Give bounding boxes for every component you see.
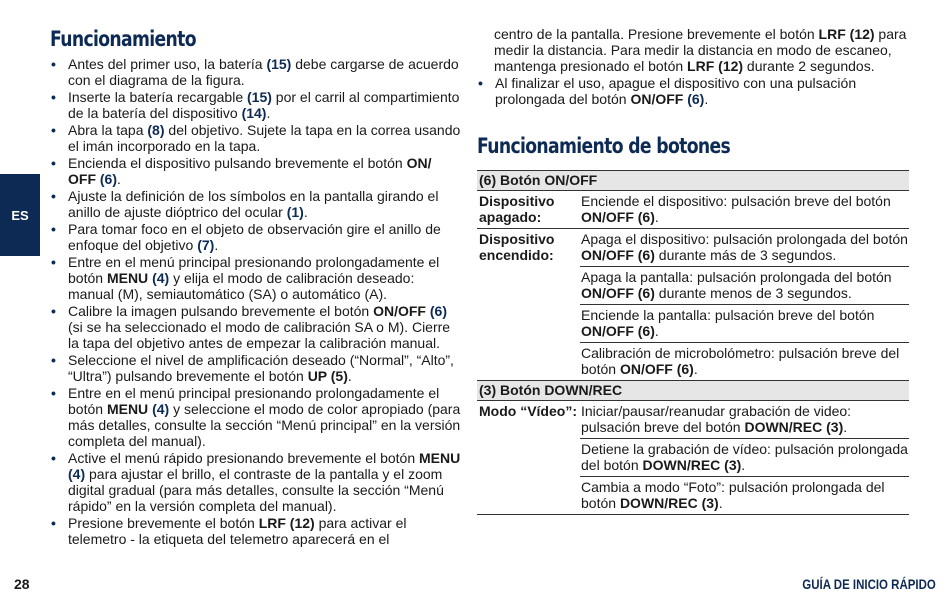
text-run: durante 2 segundos. bbox=[743, 58, 875, 74]
list-item bbox=[50, 385, 462, 449]
operation-bullet-list-continued bbox=[477, 75, 909, 107]
list-item bbox=[50, 254, 462, 302]
list-item bbox=[50, 515, 462, 547]
table-row bbox=[477, 401, 909, 439]
left-column bbox=[50, 56, 462, 548]
table-row bbox=[477, 439, 909, 477]
text-run: . bbox=[718, 495, 723, 511]
button-name: MENU bbox=[106, 270, 149, 286]
reference-number: (6) bbox=[687, 91, 705, 107]
reference-number: (4) bbox=[152, 401, 170, 417]
button-name: MENU bbox=[106, 401, 149, 417]
section-heading-botones: Funcionamiento de botones bbox=[477, 134, 731, 158]
action-description bbox=[580, 343, 909, 381]
state-label: Dispositivo encendido: bbox=[477, 229, 580, 267]
text-run: Para tomar foco en el objeto de observación gire el anillo de enfoque del objetivo bbox=[68, 221, 441, 253]
continued-paragraph bbox=[477, 26, 909, 74]
text-run: Presione brevemente el botón bbox=[68, 515, 259, 531]
text-run: Enciende la pantalla: pulsación breve del botón bbox=[581, 307, 875, 323]
text-run: para medir la distancia. Para medir la distancia en modo de escaneo, mantenga presionado el botón bbox=[494, 26, 907, 74]
text-run: Iniciar/pausar/reanudar grabación de video: pulsación breve del botón bbox=[581, 403, 852, 435]
text-run: Calibración de microbolómetro: pulsación breve del botón bbox=[581, 345, 900, 377]
state-label: Modo “Vídeo”: bbox=[479, 403, 577, 419]
text-run: Cambia a modo “Foto”: pulsación prolongada del botón bbox=[581, 479, 885, 511]
text-run: para ajustar el brillo, el contraste de la pantalla y el zoom digital gradual (para más detalles, consulte la sección “Menú rápido” en la versión completa del manual). bbox=[68, 466, 444, 514]
table-row bbox=[477, 477, 909, 515]
button-name: LRF (12) bbox=[258, 515, 315, 531]
action-description bbox=[580, 267, 909, 305]
bullet-marker: • bbox=[51, 385, 56, 401]
bullet-marker: • bbox=[51, 89, 56, 105]
bullet-marker: • bbox=[51, 56, 56, 72]
text-run: Seleccione el nivel de amplificación deseado (“Normal”, “Alto”, “Ultra”) pulsando brevemente el botón bbox=[68, 352, 454, 384]
action-description bbox=[580, 191, 909, 229]
state-label bbox=[477, 343, 580, 381]
text-run: . bbox=[741, 457, 746, 473]
button-name: UP (5) bbox=[307, 368, 348, 384]
table-section-header bbox=[477, 381, 909, 401]
text-run: Detiene la grabación de vídeo: pulsación prolongada del botón bbox=[581, 441, 908, 473]
button-name: MENU bbox=[419, 450, 461, 466]
bullet-marker: • bbox=[51, 155, 56, 171]
page-number: 28 bbox=[14, 576, 30, 592]
list-item bbox=[50, 122, 462, 154]
text-run: y elija el modo de calibración deseado: manual (M), semiautomático (SA) o automático (A). bbox=[68, 270, 415, 302]
reference-number: (7) bbox=[197, 237, 215, 253]
button-name: ON/OFF (6) bbox=[581, 247, 655, 263]
text-run: durante menos de 3 segundos. bbox=[654, 285, 852, 301]
text-run: para activar el telemetro - la etiqueta del telemetro aparecerá en el bbox=[68, 515, 407, 547]
text-run: y seleccione el modo de color apropiado (para más detalles, consulte la sección “Menú principal” en la versión completa del manual). bbox=[68, 401, 461, 449]
language-tab: ES bbox=[0, 174, 40, 256]
reference-number: (8) bbox=[147, 122, 165, 138]
action-description bbox=[580, 401, 909, 439]
text-run: por el carril al compartimiento de la batería del dispositivo bbox=[68, 89, 460, 121]
button-name: ON/ OFF bbox=[68, 155, 432, 187]
state-label: Dispositivo apagado: bbox=[479, 193, 555, 225]
button-name: DOWN/REC (3) bbox=[642, 457, 742, 473]
text-run: . bbox=[654, 209, 659, 225]
text-run: . bbox=[266, 105, 271, 121]
text-run: (si se ha seleccionado el modo de calibración SA o M). Cierre la tapa del objetivo antes de empezar la calibración manual. bbox=[68, 319, 451, 351]
text-run: . bbox=[214, 237, 219, 253]
state-label bbox=[477, 477, 580, 515]
list-item bbox=[50, 188, 462, 220]
text-run: centro de la pantalla. Presione brevemente el botón bbox=[494, 26, 819, 42]
action-description bbox=[580, 477, 909, 515]
footer-title: GUÍA DE INICIO RÁPIDO bbox=[802, 576, 936, 592]
text-run: del objetivo. Sujete la tapa en la correa usando el imán incorporado en la tapa. bbox=[68, 122, 461, 154]
text-run: Enciende el dispositivo: pulsación breve del botón bbox=[581, 193, 891, 209]
reference-number: (4) bbox=[68, 466, 86, 482]
list-item bbox=[477, 75, 909, 107]
list-item bbox=[50, 450, 462, 514]
reference-number: (15) bbox=[247, 89, 272, 105]
bullet-marker: • bbox=[51, 303, 56, 319]
text-run: . bbox=[117, 171, 121, 187]
list-item bbox=[50, 56, 462, 88]
bullet-marker: • bbox=[51, 352, 56, 368]
action-description bbox=[580, 229, 909, 267]
bullet-marker: • bbox=[51, 188, 56, 204]
text-run: Calibre la imagen pulsando brevemente el botón bbox=[68, 303, 374, 319]
button-name: LRF (12) bbox=[687, 58, 744, 74]
list-item bbox=[50, 352, 462, 384]
text-run: Active el menú rápido presionando brevemente el botón bbox=[68, 450, 419, 466]
table-row bbox=[477, 343, 909, 381]
text-run: Ajuste la definición de los símbolos en la pantalla girando el anillo de ajuste dióptrico del ocular bbox=[68, 188, 439, 220]
state-label bbox=[477, 439, 580, 477]
text-run: durante más de 3 segundos. bbox=[654, 247, 837, 263]
button-name: ON/OFF bbox=[630, 91, 684, 107]
list-item bbox=[50, 221, 462, 253]
state-label bbox=[477, 305, 580, 343]
text-run: . bbox=[693, 361, 698, 377]
operation-bullet-list bbox=[50, 56, 462, 547]
list-item bbox=[50, 155, 462, 187]
table-row bbox=[477, 191, 909, 229]
bullet-marker: • bbox=[478, 75, 483, 91]
reference-number: (4) bbox=[152, 270, 170, 286]
text-run: . bbox=[843, 419, 848, 435]
table-row bbox=[477, 229, 909, 267]
bullet-marker: • bbox=[51, 515, 56, 531]
text-run: . bbox=[704, 91, 709, 107]
reference-number: (6) bbox=[429, 303, 447, 319]
text-run: debe cargarse de acuerdo con el diagrama de la figura. bbox=[68, 56, 459, 88]
bullet-marker: • bbox=[51, 254, 56, 270]
text-run: Antes del primer uso, la batería bbox=[68, 56, 267, 72]
text-run: Apaga la pantalla: pulsación prolongada del botón bbox=[581, 269, 892, 285]
button-name: ON/OFF (6) bbox=[619, 361, 694, 377]
text-run: . bbox=[654, 323, 659, 339]
table-section-header bbox=[477, 171, 909, 191]
text-run: Al finalizar el uso, apague el dispositivo con una pulsación prolongada del botón bbox=[495, 75, 857, 107]
bullet-marker: • bbox=[51, 122, 56, 138]
reference-number: (14) bbox=[241, 105, 267, 121]
button-name: ON/OFF (6) bbox=[581, 209, 655, 225]
text-run: Entre en el menú principal presionando prolongadamente el botón bbox=[68, 254, 440, 286]
reference-number: (1) bbox=[286, 204, 304, 220]
text-run: . bbox=[347, 368, 352, 384]
action-description bbox=[580, 439, 909, 477]
list-item bbox=[50, 89, 462, 121]
bullet-marker: • bbox=[51, 221, 56, 237]
text-run: Abra la tapa bbox=[68, 122, 148, 138]
text-run: Apaga el dispositivo: pulsación prolongada del botón bbox=[581, 231, 908, 247]
button-name: ON/OFF (6) bbox=[581, 323, 655, 339]
text-run: Inserte la batería recargable bbox=[68, 89, 247, 105]
text-run: Entre en el menú principal presionando prolongadamente el botón bbox=[68, 385, 440, 417]
button-name: DOWN/REC (3) bbox=[619, 495, 719, 511]
text-run: Encienda el dispositivo pulsando brevemente el botón bbox=[68, 155, 407, 171]
right-column bbox=[477, 26, 909, 108]
button-name: DOWN/REC (3) bbox=[744, 419, 844, 435]
list-item bbox=[50, 303, 462, 351]
state-label bbox=[477, 267, 580, 305]
button-name: ON/OFF (6) bbox=[581, 285, 655, 301]
button-function-table bbox=[477, 170, 909, 515]
button-name: ON/OFF bbox=[373, 303, 426, 319]
section-heading-funcionamiento: Funcionamiento bbox=[50, 27, 196, 51]
action-description bbox=[580, 305, 909, 343]
reference-number: (6) bbox=[99, 171, 118, 187]
section-title: (6) Botón ON/OFF bbox=[477, 171, 909, 191]
text-run: . bbox=[303, 204, 308, 220]
bullet-marker: • bbox=[51, 450, 56, 466]
reference-number: (15) bbox=[266, 56, 292, 72]
table-row bbox=[477, 267, 909, 305]
button-name: LRF (12) bbox=[818, 26, 875, 42]
table-row bbox=[477, 305, 909, 343]
section-title: (3) Botón DOWN/REC bbox=[477, 381, 909, 401]
